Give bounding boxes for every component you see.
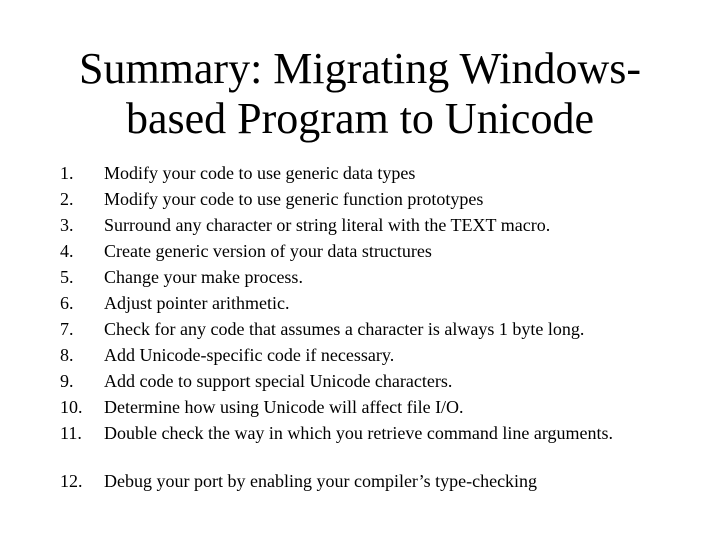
list-item (60, 368, 710, 394)
list-item (60, 290, 710, 316)
list-item-number: 10. (60, 397, 83, 417)
list-item (60, 212, 710, 238)
list-item (60, 468, 710, 494)
list-item-number: 1. (60, 163, 74, 183)
list-item (60, 316, 710, 342)
slide-title (0, 44, 720, 144)
list-item-number: 2. (60, 189, 74, 209)
summary-list (60, 160, 710, 494)
slide-title-line-1: Summary: Migrating Windows- (78, 44, 642, 93)
list-item-number: 3. (60, 215, 74, 235)
list-item-number: 11. (60, 423, 82, 443)
list-item-text: Add code to support special Unicode characters. (104, 371, 453, 391)
list-item (60, 186, 710, 212)
list-item-text: Adjust pointer arithmetic. (104, 293, 290, 313)
list-item-text: Determine how using Unicode will affect file I/O. (104, 397, 464, 417)
list-item-number: 7. (60, 319, 74, 339)
list-item (60, 238, 710, 264)
list-item-text: Change your make process. (104, 267, 303, 287)
list-item-text: Modify your code to use generic function prototypes (104, 189, 484, 209)
list-item (60, 160, 710, 186)
list-item-text: Add Unicode-specific code if necessary. (104, 345, 395, 365)
list-item-number: 9. (60, 371, 74, 391)
list-item (60, 342, 710, 368)
list-item-text: Create generic version of your data structures (104, 241, 432, 261)
list-item-text: Debug your port by enabling your compiler’s type-checking (104, 471, 538, 491)
list-item (60, 264, 710, 290)
list-item-number: 8. (60, 345, 74, 365)
list-item-text: Check for any code that assumes a character is always 1 byte long. (104, 319, 585, 339)
list-item-text: Modify your code to use generic data types (104, 163, 416, 183)
list-item-number: 12. (60, 471, 83, 491)
slide-title-line-2: based Program to Unicode (126, 94, 594, 143)
list-item (60, 420, 710, 468)
list-item-number: 4. (60, 241, 74, 261)
list-item-number: 5. (60, 267, 74, 287)
list-item (60, 394, 710, 420)
list-item-number: 6. (60, 293, 74, 313)
list-item-text: Surround any character or string literal with the TEXT macro. (104, 215, 551, 235)
list-item-text: Double check the way in which you retrieve command line arguments. (104, 423, 614, 443)
